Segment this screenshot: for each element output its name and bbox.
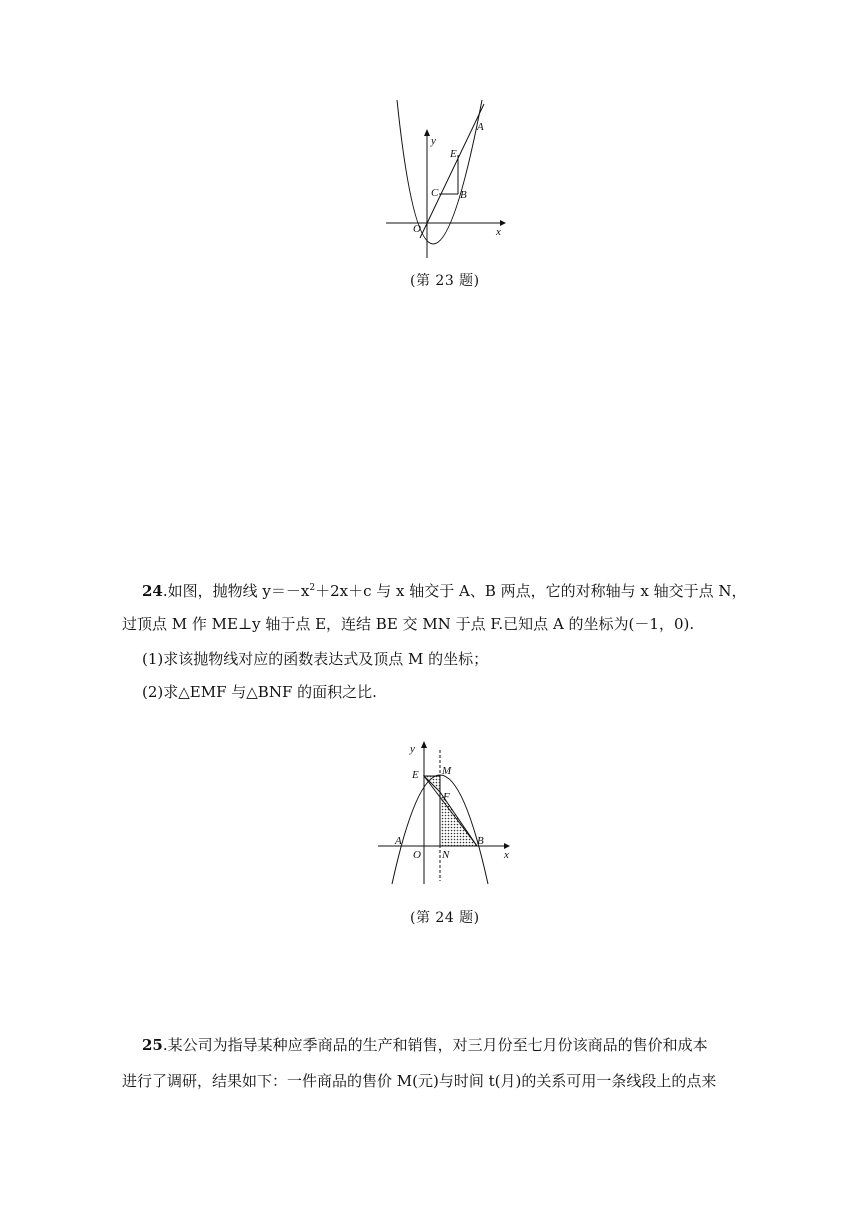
label-a: A — [477, 121, 484, 133]
q24-line2: 过顶点 M 作 ME⊥y 轴于点 E，连结 BE 交 MN 于点 F.已知点 A 的坐标为(－1，0). — [122, 615, 695, 633]
q24-sub2: (2)求△EMF 与△BNF 的面积之比. — [142, 683, 377, 701]
label-x: x — [496, 226, 501, 238]
q24-sup: 2 — [309, 583, 316, 593]
q25-number: 25 — [142, 1036, 163, 1054]
figure-23 — [380, 98, 510, 263]
label-y: y — [410, 743, 415, 755]
label-m: M — [442, 765, 452, 777]
q24-text-a: .如图，抛物线 y＝－x — [162, 582, 310, 600]
q25-line1 — [142, 1036, 708, 1055]
label-a: A — [395, 835, 402, 847]
label-b: B — [460, 189, 467, 201]
q24-number: 24 — [142, 582, 163, 600]
label-e: E — [450, 148, 457, 160]
q24-line1 — [142, 579, 747, 601]
figure-24 — [372, 736, 522, 886]
x-axis-arrow — [500, 220, 506, 226]
q24-text-b: ＋2x＋c 与 x 轴交于 A、B 两点，它的对称轴与 x 轴交于点 N， — [315, 582, 747, 600]
q24-sub1: (1)求该抛物线对应的函数表达式及顶点 M 的坐标； — [142, 650, 489, 668]
label-n: N — [442, 849, 450, 861]
label-e: E — [412, 769, 419, 781]
q25-text-a: .某公司为指导某种应季商品的生产和销售，对三月份至七月份该商品的售价和成本 — [162, 1036, 708, 1054]
label-b: B — [477, 835, 484, 847]
label-f: F — [443, 791, 450, 803]
q25-line2: 进行了调研，结果如下：一件商品的售价 M(元)与时间 t(月)的关系可用一条线段上的点来 — [122, 1072, 717, 1090]
figure-24-caption: (第 24 题) — [410, 910, 480, 926]
figure-23-caption: (第 23 题) — [410, 273, 480, 289]
line-oa — [420, 104, 484, 238]
parabola — [397, 100, 482, 244]
y-axis-arrow — [424, 129, 430, 136]
label-x: x — [504, 849, 509, 861]
y-axis-arrow — [421, 741, 427, 748]
label-y: y — [431, 135, 436, 147]
label-c: C — [431, 187, 439, 199]
label-o: O — [413, 849, 421, 861]
label-o: O — [413, 223, 421, 235]
